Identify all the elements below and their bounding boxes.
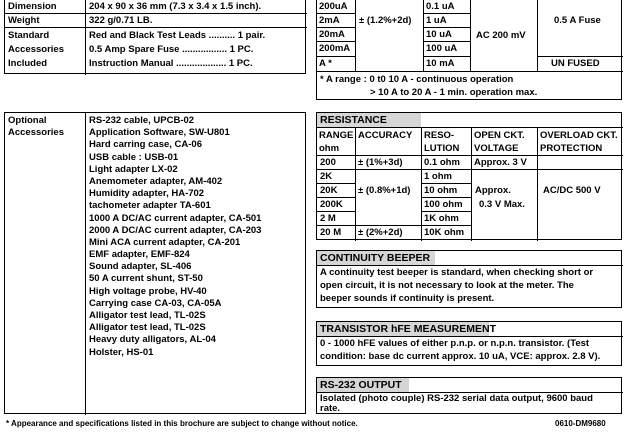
divider <box>85 0 86 75</box>
list-item: Humidity adapter, HA-702 <box>89 188 205 200</box>
list-item: Light adapter LX-02 <box>89 163 178 175</box>
list-item: Sound adapter, SL-406 <box>89 261 192 273</box>
divider <box>423 13 470 14</box>
divider <box>423 0 424 71</box>
divider <box>5 27 307 28</box>
res-1kohm: 1K ohm <box>424 213 459 224</box>
list-item: tachometer adapter TA-601 <box>89 200 211 212</box>
range-2m: 2 M <box>320 213 336 224</box>
divider <box>317 127 623 128</box>
divider <box>317 225 421 226</box>
list-item: Hard carring case, CA-06 <box>89 139 202 151</box>
fuse-rating: 0.5 A Fuse <box>554 15 601 26</box>
divider <box>423 41 470 42</box>
transistor-box <box>316 321 622 366</box>
optional-label: Optional <box>8 115 47 126</box>
value-dimension: 204 x 90 x 36 mm (7.3 x 3.4 x 1.5 inch). <box>89 1 262 12</box>
range-2k: 2K <box>320 171 333 182</box>
transistor-text-2: condition: base dc current approx. 10 uA, VCE: approx. 2.8 V). <box>320 351 601 362</box>
resistance-title: RESISTANCE <box>320 114 387 126</box>
res-10ohm: 10 ohm <box>424 185 458 196</box>
divider <box>317 336 623 337</box>
divider <box>537 127 538 241</box>
label-standard: Standard <box>8 30 50 41</box>
optional-accessories-box <box>4 112 306 414</box>
divider <box>317 71 623 72</box>
label-accessories: Accessories <box>8 44 64 55</box>
divider <box>317 183 355 184</box>
divider <box>423 27 470 28</box>
divider <box>421 127 422 241</box>
header-accuracy: ACCURACY <box>358 130 413 141</box>
divider <box>537 0 538 71</box>
list-item: High voltage probe, HV-40 <box>89 285 207 297</box>
accuracy-200: ± (1%+3d) <box>358 157 403 168</box>
rs232-box <box>316 377 622 414</box>
continuity-title: CONTINUITY BEEPER <box>320 252 431 264</box>
list-item: 2000 A DC/AC current adapter, CA-203 <box>89 224 262 236</box>
continuity-text-1: A continuity test beeper is standard, when checking short or <box>320 267 594 278</box>
rs232-text-2: rate. <box>320 403 341 414</box>
divider <box>421 225 471 226</box>
res-100ohm: 100 ohm <box>424 199 463 210</box>
continuity-text-2: open circuit, it is not necessary to look at the meter. The <box>320 280 574 291</box>
divider <box>317 211 355 212</box>
divider <box>421 211 471 212</box>
range-2ma: 2mA <box>319 15 340 26</box>
value-spare-fuse: 0.5 Amp Spare Fuse ................. 1 PC. <box>89 44 254 55</box>
resistance-box <box>316 112 622 240</box>
unfused-label: UN FUSED <box>551 58 600 69</box>
res-100ua: 100 uA <box>426 43 458 54</box>
divider <box>317 13 355 14</box>
label-weight: Weight <box>8 15 40 26</box>
list-item: Holster, HS-01 <box>89 346 154 358</box>
range-200: 200 <box>320 157 336 168</box>
rs232-title: RS-232 OUTPUT <box>320 379 402 391</box>
range-20m: 20 M <box>320 227 342 238</box>
value-test-leads: Red and Black Test Leads .......... 1 pair. <box>89 30 266 41</box>
range-20ma: 20mA <box>319 29 345 40</box>
divider <box>423 56 470 57</box>
header-overload: OVERLOAD CKT. <box>540 130 618 141</box>
divider <box>317 41 355 42</box>
label-included: Included <box>8 58 48 69</box>
current-spec-box <box>316 0 622 100</box>
list-item: 1000 A DC/AC current adapter, CA-501 <box>89 212 262 224</box>
range-200ua: 200uA <box>319 1 348 12</box>
divider <box>317 155 623 156</box>
list-item: EMF adapter, EMF-824 <box>89 249 190 261</box>
res-10kohm: 10K ohm <box>424 227 465 238</box>
accuracy-mid: ± (0.8%+1d) <box>358 185 411 196</box>
divider <box>317 27 355 28</box>
continuity-text-3: beeper sounds if continuity is present. <box>320 293 495 304</box>
list-item: Anemometer adapter, AM-402 <box>89 175 223 187</box>
rs232-text-1: Isolated (photo couple) RS-232 serial data output, 9600 baud <box>320 393 593 404</box>
divider <box>537 56 623 57</box>
divider <box>471 127 472 241</box>
open-ckt-200: Approx. 3 V <box>474 157 527 168</box>
divider <box>317 197 355 198</box>
list-item: Application Software, SW-U801 <box>89 127 230 139</box>
divider <box>421 183 471 184</box>
spec-table-general <box>4 0 306 74</box>
divider <box>355 0 356 71</box>
divider <box>85 113 86 415</box>
divider <box>317 265 623 266</box>
transistor-text-1: 0 - 1000 hFE values of either p.n.p. or n.p.n. transistor. (Test <box>320 338 590 349</box>
header-protection: PROTECTION <box>540 143 603 154</box>
res-1ohm: 1 ohm <box>424 171 452 182</box>
res-1ua: 1 uA <box>426 15 447 26</box>
res-0.1ohm: 0.1 ohm <box>424 157 460 168</box>
divider <box>355 127 356 241</box>
list-item: Alligator test lead, TL-02S <box>89 322 206 334</box>
a-range-note-2: > 10 A to 20 A - 1 min. operation max. <box>370 87 538 98</box>
divider <box>317 169 623 170</box>
res-0.1ua: 0.1 uA <box>426 1 455 12</box>
list-item: Heavy duty alligators, AL-04 <box>89 334 216 346</box>
accessories-label: Accessories <box>8 127 64 138</box>
optional-accessories-list <box>89 115 261 359</box>
overload-protection: AC/DC 500 V <box>543 185 601 196</box>
range-200k: 200K <box>320 199 343 210</box>
header-ohm: ohm <box>319 143 340 154</box>
a-range-note: * A range : 0 t0 10 A - continuous operation <box>320 74 514 85</box>
transistor-title: TRANSISTOR hFE MEASUREMENT <box>320 323 496 335</box>
list-item: RS-232 cable, UPCB-02 <box>89 115 195 126</box>
list-item: Alligator test lead, TL-02S <box>89 310 206 321</box>
header-open-ckt: OPEN CKT. <box>474 130 525 141</box>
divider <box>317 56 355 57</box>
overload-voltage: AC 200 mV <box>476 30 526 41</box>
range-a: A * <box>319 58 332 69</box>
range-20k: 20K <box>320 185 338 196</box>
list-item: Mini ACA current adapter, CA-201 <box>89 236 241 248</box>
res-10ua: 10 uA <box>426 29 452 40</box>
divider <box>421 197 471 198</box>
label-dimension: Dimension <box>8 1 57 12</box>
open-ckt-max: 0.3 V Max. <box>479 199 525 210</box>
res-10ma: 10 mA <box>426 58 455 69</box>
document-code: 0610-DM9680 <box>555 419 606 428</box>
list-item: 50 A current shunt, ST-50 <box>89 273 203 285</box>
open-ckt-approx: Approx. <box>475 185 511 196</box>
header-reso: RESO- <box>424 130 455 141</box>
header-voltage: VOLTAGE <box>474 143 519 154</box>
list-item: Carrying case CA-03, CA-05A <box>89 297 222 309</box>
current-accuracy: ± (1.2%+2d) <box>359 15 412 26</box>
range-200ma: 200mA <box>319 43 351 54</box>
value-manual: Instruction Manual ................... 1 PC. <box>89 58 253 69</box>
divider <box>5 13 307 14</box>
accuracy-20m: ± (2%+2d) <box>358 227 403 238</box>
header-range: RANGE <box>319 130 354 141</box>
list-item: USB cable : USB-01 <box>89 151 179 163</box>
header-lution: LUTION <box>424 143 460 154</box>
value-weight: 322 g/0.71 LB. <box>89 15 153 26</box>
divider <box>470 0 471 71</box>
continuity-box <box>316 250 622 308</box>
footer-disclaimer: * Appearance and specifications listed in this brochure are subject to change without notice. <box>6 419 358 428</box>
